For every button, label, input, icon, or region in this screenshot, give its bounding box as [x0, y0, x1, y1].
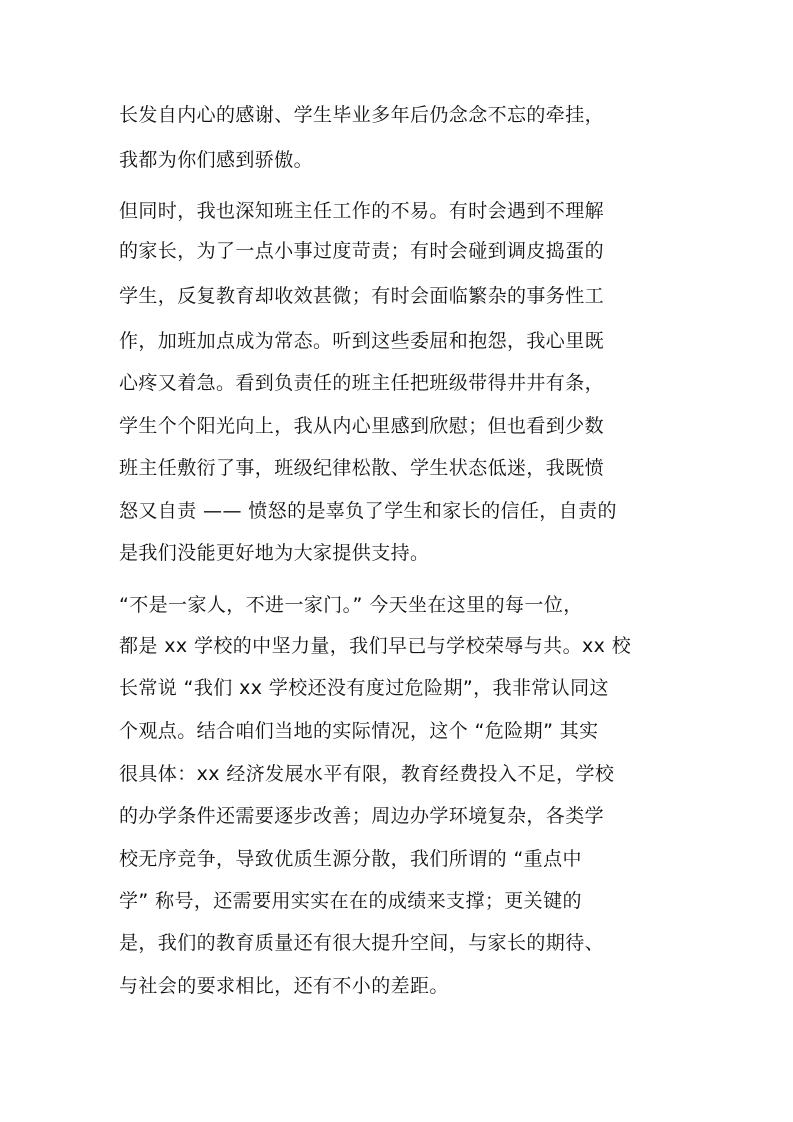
text-line: 的家长，为了一点小事过度苛责；有时会碰到调皮捣蛋的: [119, 240, 605, 262]
text-line: “不是一家人，不进一家门。” 今天坐在这里的每一位，: [119, 594, 583, 616]
text-line: 都是 xx 学校的中坚力量，我们早已与学校荣辱与共。xx 校: [119, 635, 632, 657]
text-line: 校无序竞争，导致优质生源分散，我们所谓的 “重点中: [119, 848, 582, 870]
text-line: 我都为你们感到骄傲。: [119, 149, 314, 171]
text-line: 长发自内心的感谢、学生毕业多年后仍念念不忘的牵挂，: [119, 104, 605, 126]
text-line: 个观点。结合咱们当地的实际情况，这个 “危险期” 其实: [119, 720, 599, 742]
text-line: 作，加班加点成为常态。听到这些委屈和抱怨，我心里既: [119, 330, 605, 352]
text-line: 的办学条件还需要逐步改善；周边办学环境复杂，各类学: [119, 805, 605, 827]
text-line: 是我们没能更好地为大家提供支持。: [119, 542, 430, 564]
text-line: 是，我们的教育质量还有很大提升空间，与家长的期待、: [119, 932, 605, 954]
text-line: 很具体：xx 经济发展水平有限，教育经费投入不足，学校: [119, 763, 615, 785]
text-line: 学生，反复教育却收效甚微；有时会面临繁杂的事务性工: [119, 285, 605, 307]
text-line: 心疼又着急。看到负责任的班主任把班级带得井井有条，: [119, 372, 605, 394]
text-line: 怒又自责 —— 愤怒的是辜负了学生和家长的信任，自责的: [119, 500, 617, 522]
text-line: 长常说 “我们 xx 学校还没有度过危险期”，我非常认同这: [119, 677, 609, 699]
text-line: 与社会的要求相比，还有不小的差距。: [119, 975, 449, 997]
text-line: 班主任敷衍了事，班级纪律松散、学生状态低迷，我既愤: [119, 457, 605, 479]
text-line: 学生个个阳光向上，我从内心里感到欣慰；但也看到少数: [119, 415, 605, 437]
text-line: 但同时，我也深知班主任工作的不易。有时会遇到不理解: [119, 200, 605, 222]
text-line: 学” 称号，还需要用实实在在的成绩来支撑；更关键的: [119, 890, 582, 912]
